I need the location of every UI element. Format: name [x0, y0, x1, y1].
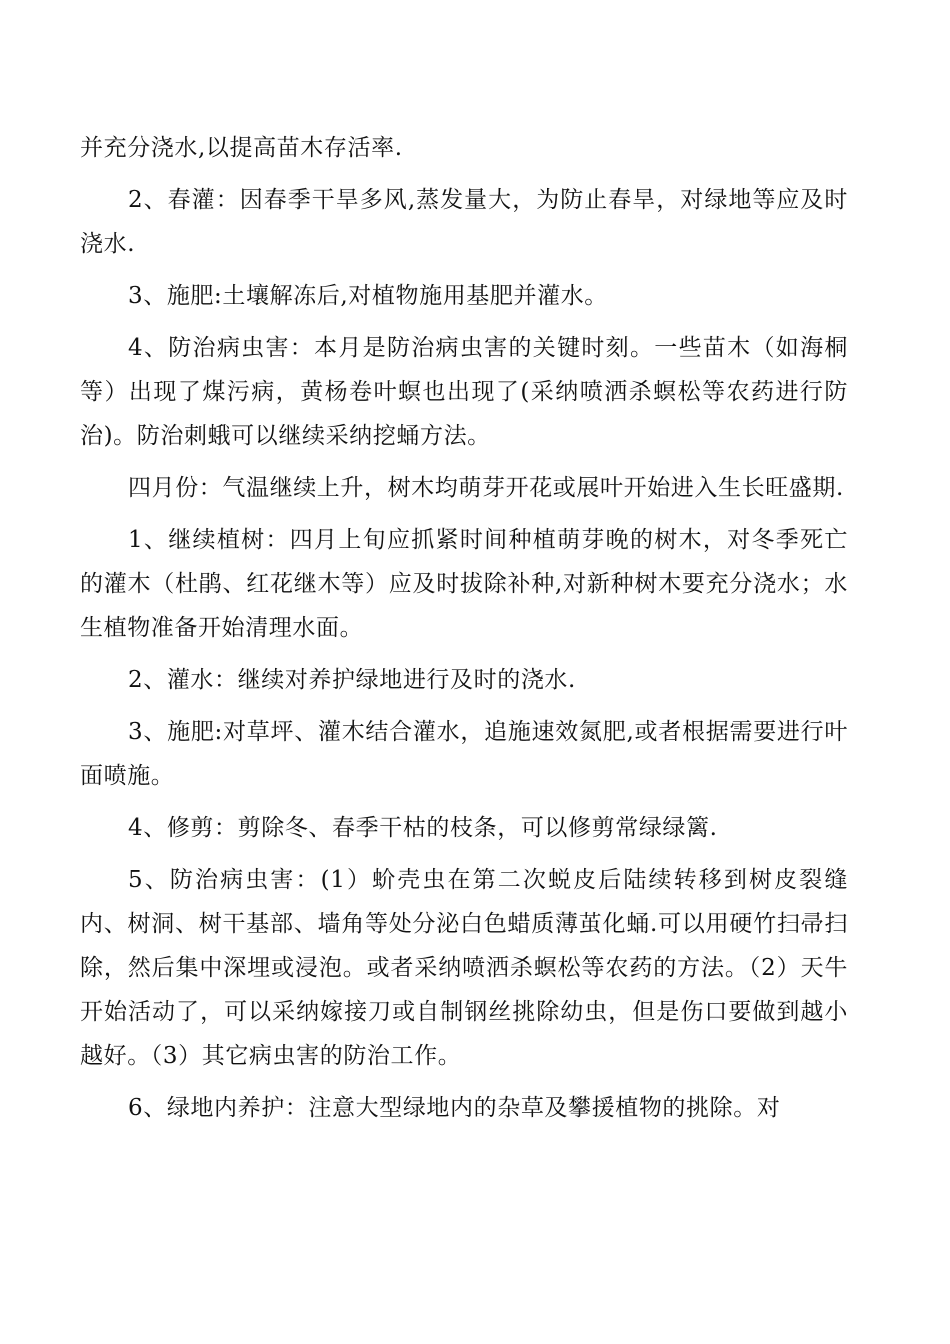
paragraph-april-watering: 2、灌水：继续对养护绿地进行及时的浇水. — [128, 667, 576, 693]
paragraph-april-green-care: 6、绿地内养护：注意大型绿地内的杂草及攀援植物的挑除。对 — [128, 1095, 781, 1121]
paragraph-april-intro: 四月份：气温继续上升，树木均萌芽开花或展叶开始进入生长旺盛期. — [128, 475, 844, 501]
paragraph-fertilizing: 3、施肥:土壤解冻后,对植物施用基肥并灌水。 — [128, 283, 608, 309]
paragraph-april-pest-control: 5、防治病虫害：(1）蚧壳虫在第二次蜕皮后陆续转移到树皮裂缝内、树洞、树干基部、墙角等处分泌白色蜡质薄茧化蛹.可以用硬竹扫帚扫除，然后集中深埋或浸泡。或者采纳喷洒杀螟松等农药的方法。（2）天牛开始活动了，可以采纳嫁接刀或自制钢丝挑除幼虫，但是伤口要做到越小越好。（3）其它病虫害的防治工作。 — [80, 867, 848, 1069]
paragraph-april-fertilizing: 3、施肥:对草坪、灌木结合灌水，追施速效氮肥,或者根据需要进行叶面喷施。 — [80, 719, 848, 789]
paragraph-april-pruning: 4、修剪：剪除冬、春季干枯的枝条，可以修剪常绿绿篱. — [128, 815, 718, 841]
paragraph-pest-control: 4、防治病虫害：本月是防治病虫害的关键时刻。一些苗木（如海桐等）出现了煤污病，黄杨卷叶螟也出现了(采纳喷洒杀螟松等农药进行防治)。防治刺蛾可以继续采纳挖蛹方法。 — [80, 335, 848, 449]
paragraph-april-planting: 1、继续植树：四月上旬应抓紧时间种植萌芽晚的树木，对冬季死亡的灌木（杜鹃、红花继木等）应及时拔除补种,对新种树木要充分浇水；水生植物准备开始清理水面。 — [80, 527, 848, 641]
paragraph-spring-irrigation: 2、春灌：因春季干旱多风,蒸发量大，为防止春旱，对绿地等应及时浇水. — [80, 187, 848, 257]
document-body — [80, 126, 848, 1138]
paragraph-continuation: 并充分浇水,以提高苗木存活率. — [80, 135, 403, 161]
